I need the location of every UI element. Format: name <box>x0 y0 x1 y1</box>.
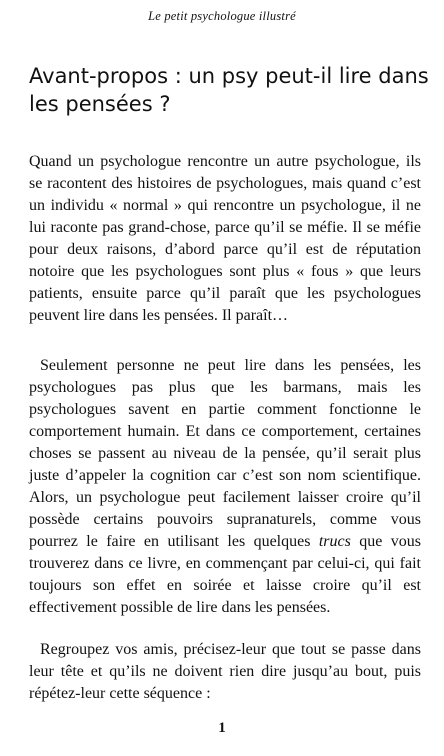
page-number: 1 <box>218 720 226 736</box>
paragraph-1: Quand un psychologue rencontre un autre psychologue, ils se racontent des histoires de psychologues, mais quand c’est un individu « normal » qui rencontre un psychologue, il ne lui raconte pas grand-chose, parce qu’il se méfie. Il se méfie pour deux raisons, d’abord parce qu’il est de réputation notoire que les psychologues sont plus « fous » que leurs patients, ensuite parce qu’il paraît que les psychologues peuvent lire dans les pensées. Il paraît… <box>29 153 421 324</box>
chapter-title: Avant-propos : un psy peut-il lire dans les pensées ? <box>29 64 429 116</box>
paragraph-2 <box>29 355 421 619</box>
paragraph-2-text-end: que vous trouverez dans ce livre, en commençant par celui-ci, qui fait toujours son effet en soirée et laisse croire qu’il est effectivement possible de lire dans les pensées. <box>29 533 421 616</box>
running-head: Le petit psychologue illustré <box>148 9 296 23</box>
paragraph-2-italic-word: trucs <box>318 533 351 550</box>
paragraph-2-text-start: Seulement personne ne peut lire dans les pensées, les psychologues pas plus que les barmans, mais les psychologues savent en partie comment fonctionne le comportement humain. Et dans ce comportement, certaines choses se passent au niveau de la pensée, qu’il serait plus juste d’appeler la cognition car c’est son nom scientifique. Alors, un psychologue peut facilement laisser croire qu’il possède certains pouvoirs supranaturels, comme vous pourrez le faire en utilisant les quelques <box>29 357 421 550</box>
paragraph-3: Regroupez vos amis, précisez-leur que tout se passe dans leur tête et qu’ils ne doivent rien dire jusqu’au bout, puis répétez-leur cette séquence : <box>29 641 421 702</box>
